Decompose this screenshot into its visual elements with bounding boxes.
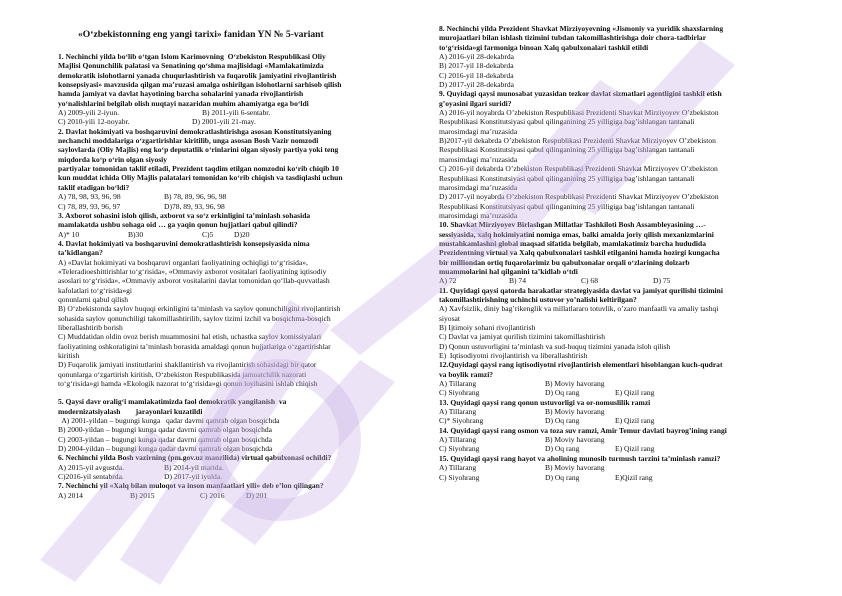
answer-options-row	[58, 108, 412, 117]
question-text: 2. Davlat hokimiyati va boshqaruvini demokratlashtirishga asosan Konstitutsiyaning	[58, 126, 332, 136]
question-text: 4. Davlat hokimiyati va boshqaruvini demokratlashtirish konsepsiyasida nima	[58, 238, 310, 248]
answer-text: D) 2017-yil 28-dekabrda	[439, 80, 515, 90]
answer-text: Respublikasi Konstitutsiyasi qabul qilinganining 25 yilligiga bag’ishlangan tantanali	[439, 117, 695, 127]
answer-option: D) Oq rang	[545, 416, 580, 426]
question-text: 11. Quyidagi qaysi qatorda harakatlar strategiyasida davlat va jamiyat qurilishi tizimini	[439, 285, 723, 295]
answer-text: Respublikasi Konstitutsiyasi qabul qilinganining 25 yilligiga bag’ishlangan tantanali	[439, 173, 695, 183]
answer-options-row	[439, 276, 791, 285]
answer-option: B) Moviy havorang	[545, 435, 605, 445]
answer-text: C) 2003-yildan – bugungi kunga qadar davrni qamrab olgan bosqichda	[58, 434, 272, 444]
answer-options-row	[58, 472, 412, 481]
answer-option: C) Siyohrang	[439, 472, 480, 482]
answer-option: A) 2009-yili 2-iyun.	[58, 108, 119, 118]
question-text: va boylik ramzi?	[439, 369, 494, 379]
answer-options-row	[58, 202, 412, 211]
question-text: 12.Quyidagi qaysi rang iqtisodiyotni rivojlantirish elementlari hisoblangan kuch-qudrat	[439, 360, 723, 370]
answer-text: E) Iqtisodiyotni rivojlantirish va liberallashtirish	[439, 351, 588, 361]
answer-text: C) Davlat va jamiyat qurilish tizimini takomillashtirish	[439, 332, 606, 342]
answer-options-row	[439, 407, 791, 416]
answer-text: asoslari to‘g‘risida», «Ommaviy axborot vositalarini davlat tomonidan qo‘llab-quvvatlash	[58, 276, 330, 286]
question-text: saylovlarda (Oliy Majlis) eng ko‘p deputatlik o‘rinlarini olgan siyosiy partiya yoki teng	[58, 145, 339, 155]
answer-text: qonunlarni qabul qilish	[58, 294, 129, 304]
answer-option: B) 2015	[130, 490, 155, 500]
right-column	[439, 24, 791, 482]
answer-text: A) Xavfsizlik, diniy bag’rikenglik va millatlararo totuvlik, o’zaro manfaatli va amaliy tashqi	[439, 304, 719, 314]
question-text: Prezidentning virtual va Xalq qabulxonalari tashkil etilganini hamda hozirgi kungacha	[439, 248, 720, 258]
answer-option: C)2016-yil sentabrda.	[58, 472, 124, 482]
answer-options-row	[439, 416, 791, 425]
answer-text: A) 2001-yildan – bugungi kunga qadar davrni qamrab olgan bosqichda	[58, 416, 280, 426]
question-text: mamlakatda ushbu sohaga oid … ga yaqin qonun hujjatlari qabul qilindi?	[58, 220, 298, 230]
answer-option: E) Qizil rang	[615, 444, 655, 454]
answer-text: Respublikasi Konstitutsiyasi qabul qilinganining 25 yilligiga bag’ishlangan tantanali	[439, 145, 695, 155]
answer-text: marosimdagi ma’ruzasida	[439, 154, 518, 164]
answer-option: D) Oq rang	[545, 388, 580, 398]
question-text: 9. Quyidagi qaysi munosabat yuzasidan tezkor davlat sizmatlari agentligini tashkil etish	[439, 89, 722, 99]
answer-text: B)2017-yil dekabrda O’zbekiston Respublikasi Prezidenti Shavkat Mirziyoyev O’zbekiston	[439, 136, 716, 146]
answer-option: D) 75	[653, 276, 671, 286]
question-text: 15. Quyidagi qaysi rang hayot va aholining munosib turmush tarzini ta’minlash ramzi?	[439, 453, 721, 463]
answer-options-row	[58, 192, 412, 201]
answer-text: A) 2016-yil noyabrda O’zbekiston Respublikasi Prezidenti Shavkat Mirziyoyev O’zbekiston	[439, 108, 719, 118]
answer-text: faoliyatining oshkoraligini ta’minlash borasida amaldagi qonun hujjatlariga o‘zgartirishlar	[58, 341, 331, 351]
spacer	[58, 388, 412, 397]
answer-text: siyosat	[439, 313, 460, 323]
answer-option: A) 2015-yil avgustda.	[58, 462, 125, 472]
answer-option: B) Moviy havorang	[545, 407, 605, 417]
question-text: miqdorda ko‘p o‘rin olgan siyosiy	[58, 154, 168, 164]
answer-options-row	[439, 444, 791, 453]
question-text: modernizatsiyalash jarayonlari kuzatildi	[58, 406, 203, 416]
question-text: partiyalar tomonidan taklif etiladi, Prezident taqdim etilgan nomzodni ko‘rib chiqib 10	[58, 164, 339, 174]
question-text: ta’kidlangan?	[58, 248, 103, 258]
answer-option: A) Tillarang	[439, 435, 477, 445]
answer-text: sohasida saylov qonunchiligi takomillashtirilib, saylov tizimi izchil va bosqichma-bosqich	[58, 313, 331, 323]
answer-option: E) Qizil rang	[615, 416, 655, 426]
answer-options-row	[58, 230, 412, 239]
answer-text: marosimdagi ma’ruzasida	[439, 182, 518, 192]
answer-options-row	[439, 435, 791, 444]
question-text: 1. Nechinchi yilda bo‘lib o‘tgan Islom Karimovning O‘zbekiston Respublikasi Oliy	[58, 52, 326, 61]
answer-option: D) 2017-yil iyulda.	[164, 472, 223, 482]
question-text: 6. Nechinchi yilda Bosh vazirning (pm.gov.uz manzilida) virtual qabulxonasi ochildi?	[58, 453, 332, 463]
answer-option: B) Moviy havorang	[545, 379, 605, 389]
answer-text: B) Ijtimoiy sohani rivojlantirish	[439, 323, 536, 332]
question-text: g’oyasini ilgari suridi?	[439, 98, 512, 108]
answer-options-row	[439, 463, 791, 472]
answer-options-row	[439, 379, 791, 388]
answer-option: A) Tillarang	[439, 379, 477, 389]
answer-option: D) 201	[246, 490, 268, 500]
answer-text: B) O‘zbekistonda saylov huquqi erkinligini ta’minlash va saylov qonunchiligini rivojlantirish	[58, 304, 341, 314]
question-text: 10. Shavkat Mirziyoyev Birlashgan Millatlar Tashkiloti Bosh Assambleyasining …-	[439, 220, 706, 230]
question-text: demokratik islohotlarni yanada chuqurlashtirish va fuqarolik jamiyatini rivojlantirish	[58, 70, 337, 80]
answer-text: A) 2016-yil 28-dekabrda	[439, 52, 515, 62]
answer-option: B) 2011-yili 6-sentabr.	[202, 108, 271, 118]
question-text: 3. Axborot sohasini isloh qilish, axborot va so‘z erkinligini ta’minlash sohasida	[58, 210, 311, 220]
answer-text: kiritish	[58, 351, 80, 360]
answer-text: marosimdagi ma’ruzasida	[439, 210, 518, 220]
answer-options-row	[58, 117, 412, 126]
left-column	[58, 24, 412, 500]
question-text: Majlisi Qonunchilik palatasi va Senatining qo‘shma majlisidagi «Mamlakatimizda	[58, 61, 324, 71]
answer-text: C) 2016-yil 18-dekabrda	[439, 70, 514, 80]
answer-option: E)Qizil rang	[615, 472, 653, 482]
answer-option: A) Tillarang	[439, 407, 477, 417]
question-text: 14. Quyidagi qaysi rang osmon va toza suv ramzi, Amir Temur davlati bayrog’ining rangi	[439, 425, 727, 435]
answer-text: B) 2000-yildan – bugungi kunga qadar davrni qamrab olgan bosqichda	[58, 425, 272, 435]
answer-option: B) 78, 89, 96, 96, 98	[164, 192, 227, 202]
answer-option: C) 78, 89, 93, 96, 97	[58, 201, 121, 211]
question-text: hamda jamiyat va davlat hayotining barcha sohalarini yanada rivojlantirish	[58, 89, 304, 99]
answer-option: C) 2016	[200, 490, 225, 500]
answer-option: D)20	[234, 229, 250, 239]
answer-option: A) 72	[439, 276, 457, 286]
question-text: to‘g‘risida»gi farmoniga binoan Xalq qabulxonalari tashkil etildi	[439, 42, 649, 52]
answer-text: A) «Davlat hokimiyati va boshqaruvi organlari faoliyatining ochiqligi to‘g‘risida»,	[58, 257, 308, 267]
answer-option: B) 74	[509, 276, 526, 286]
answer-options-row	[58, 463, 412, 472]
answer-text: D) Qonun ustuvorligini ta’minlash va sud-huquq tizimini yanada isloh qilish	[439, 341, 671, 351]
answer-text: «Teleradioeshittirishlar to‘g‘risida», «Ommaviy axborot vositalari faoliyatining iqtisodiy	[58, 266, 327, 276]
question-text: taklif etadigan bo‘ldi?	[58, 182, 130, 192]
answer-options-row	[58, 491, 412, 500]
left-column-body	[58, 52, 412, 500]
answer-option: C) 68	[581, 276, 598, 286]
answer-option: A) 78, 98, 93, 96, 98	[58, 192, 121, 202]
answer-option: A) 2014	[58, 490, 83, 500]
question-text: bir milliondan ortiq fuqarolarimiz bu qabulxonalar orqali o‘zlarining dolzarb	[439, 257, 690, 267]
answer-text: to‘g‘risida»gi hamda «Ekologik nazorat to‘g‘risida»gi qonun loyihasini ishlab chiqish	[58, 379, 318, 389]
question-text: muammolarini hal qilganini ta’kidlab o‘tdi	[439, 266, 578, 276]
question-text: kun muddat ichida Oliy Majlis palatalari tomonidan ko‘rib chiqish va tasdiqlashi uchun	[58, 173, 343, 183]
answer-option: B) Moviy havorang	[545, 463, 605, 473]
answer-text: Respublikasi Konstitutsiyasi qabul qilinganining 25 yilligiga bag’ishlangan tantanali	[439, 201, 695, 211]
answer-option: E) Qizil rang	[615, 388, 655, 398]
answer-options-row	[439, 473, 791, 482]
question-text: 5. Qaysi davr oraligʻi mamlakatimizda faol demokratik yangilanish va	[58, 397, 287, 407]
answer-text: D) 2004-yildan – bugungi kunga qadar davrni qamrab olgan bosqichda	[58, 444, 273, 454]
answer-option: A)* 10	[58, 229, 80, 239]
answer-option: C) Siyohrang	[439, 388, 480, 398]
question-text: 13. Quyidagi qaysi rang qonun ustuvorligi va or-nomuslilik ramzi	[439, 397, 651, 407]
answer-text: B) 2017-yil 18-dekabrda	[439, 61, 514, 71]
answer-text: C) Muddatidan oldin ovoz berish muammosini hal etish, uchastka saylov komissiyalari	[58, 332, 322, 342]
answer-text: kafolatlari to‘g‘risida»gi	[58, 285, 132, 295]
answer-option: D) Oq rang	[545, 472, 580, 482]
answer-option: C)5	[202, 229, 214, 239]
question-text: takomillashtirishning uchinchi ustuvor yo’nalishi keltirilgan?	[439, 294, 637, 304]
answer-option: D)78, 89, 93, 96, 98	[164, 201, 225, 211]
question-text: murojaatlari bilan ishlash tizimini tubdan takomillashtirishga doir chora-tadbirlar	[439, 33, 707, 43]
answer-option: B)30	[128, 229, 144, 239]
question-text: nechanchi moddalariga o‘zgartirishlar kiritilib, unga asosan Bosh Vazir nomzodi	[58, 136, 319, 146]
answer-option: A) Tillarang	[439, 463, 477, 473]
question-text: konsepsiyasi» mavzusida qilgan ma’ruzasi amalga oshirilgan islohotlarni sarhisob qilish	[58, 80, 342, 90]
question-text: 8. Nechinchi yilda Prezident Shavkat Mirziyoyevning «Jismoniy va yuridik shaxslarning	[439, 24, 724, 33]
answer-option: D) 2001-yili 21-may.	[192, 117, 256, 127]
question-text: 7. Nechinchi yil «Xalq bilan muloqot va inson manfaatlari yili» deb e’lon qilingan?	[58, 481, 324, 491]
answer-text: liberallashtirib borish	[58, 322, 123, 332]
answer-text: C) 2016-yil dekabrda O’zbekiston Respublikasi Prezidenti Shavkat Mirziyoyev O’zbekiston	[439, 164, 718, 174]
answer-text: marosimdagi ma’ruzasida	[439, 126, 518, 136]
question-text: yo‘nalishlarini belgilab olish nuqtayi nazaridan muhim ahamiyatga ega bo‘ldi	[58, 98, 309, 108]
document-title: «O‘zbekistonning eng yangi tarixi» fanidan YN № 5-variant	[78, 29, 324, 40]
question-text: sessiyasida, xalq hokimiyatini nomiga emas, balki amalda joriy qilish mexanizmlarini	[439, 229, 714, 239]
answer-option: C)* Siyohrang	[439, 416, 484, 426]
answer-text: D) Fuqarolik jamiyati institutlarini shakllantirish va rivojlantirish sohasidagi bir qator	[58, 360, 317, 370]
question-text: mustahkamlashni global maqsad sifatida belgilab, mamlakatimiz barcha hududida	[439, 238, 707, 248]
answer-text: D) 2017-yil noyabrda O’zbekiston Respublikasi Prezidenti Shavkat Mirziyoyev O’zbekiston	[439, 192, 719, 202]
answer-option: B) 2014-yil martda.	[164, 462, 224, 472]
answer-text: qonunlarga o‘zgartirish kiritish, O‘zbekiston Respublikasida jamoatchilik nazorati	[58, 369, 307, 379]
answer-option: C) 2010-yili 12-noyabr.	[58, 117, 130, 127]
answer-option: C) Siyohrang	[439, 444, 480, 454]
right-column-body	[439, 24, 791, 482]
answer-option: D) Oq rang	[545, 444, 580, 454]
answer-options-row	[439, 388, 791, 397]
